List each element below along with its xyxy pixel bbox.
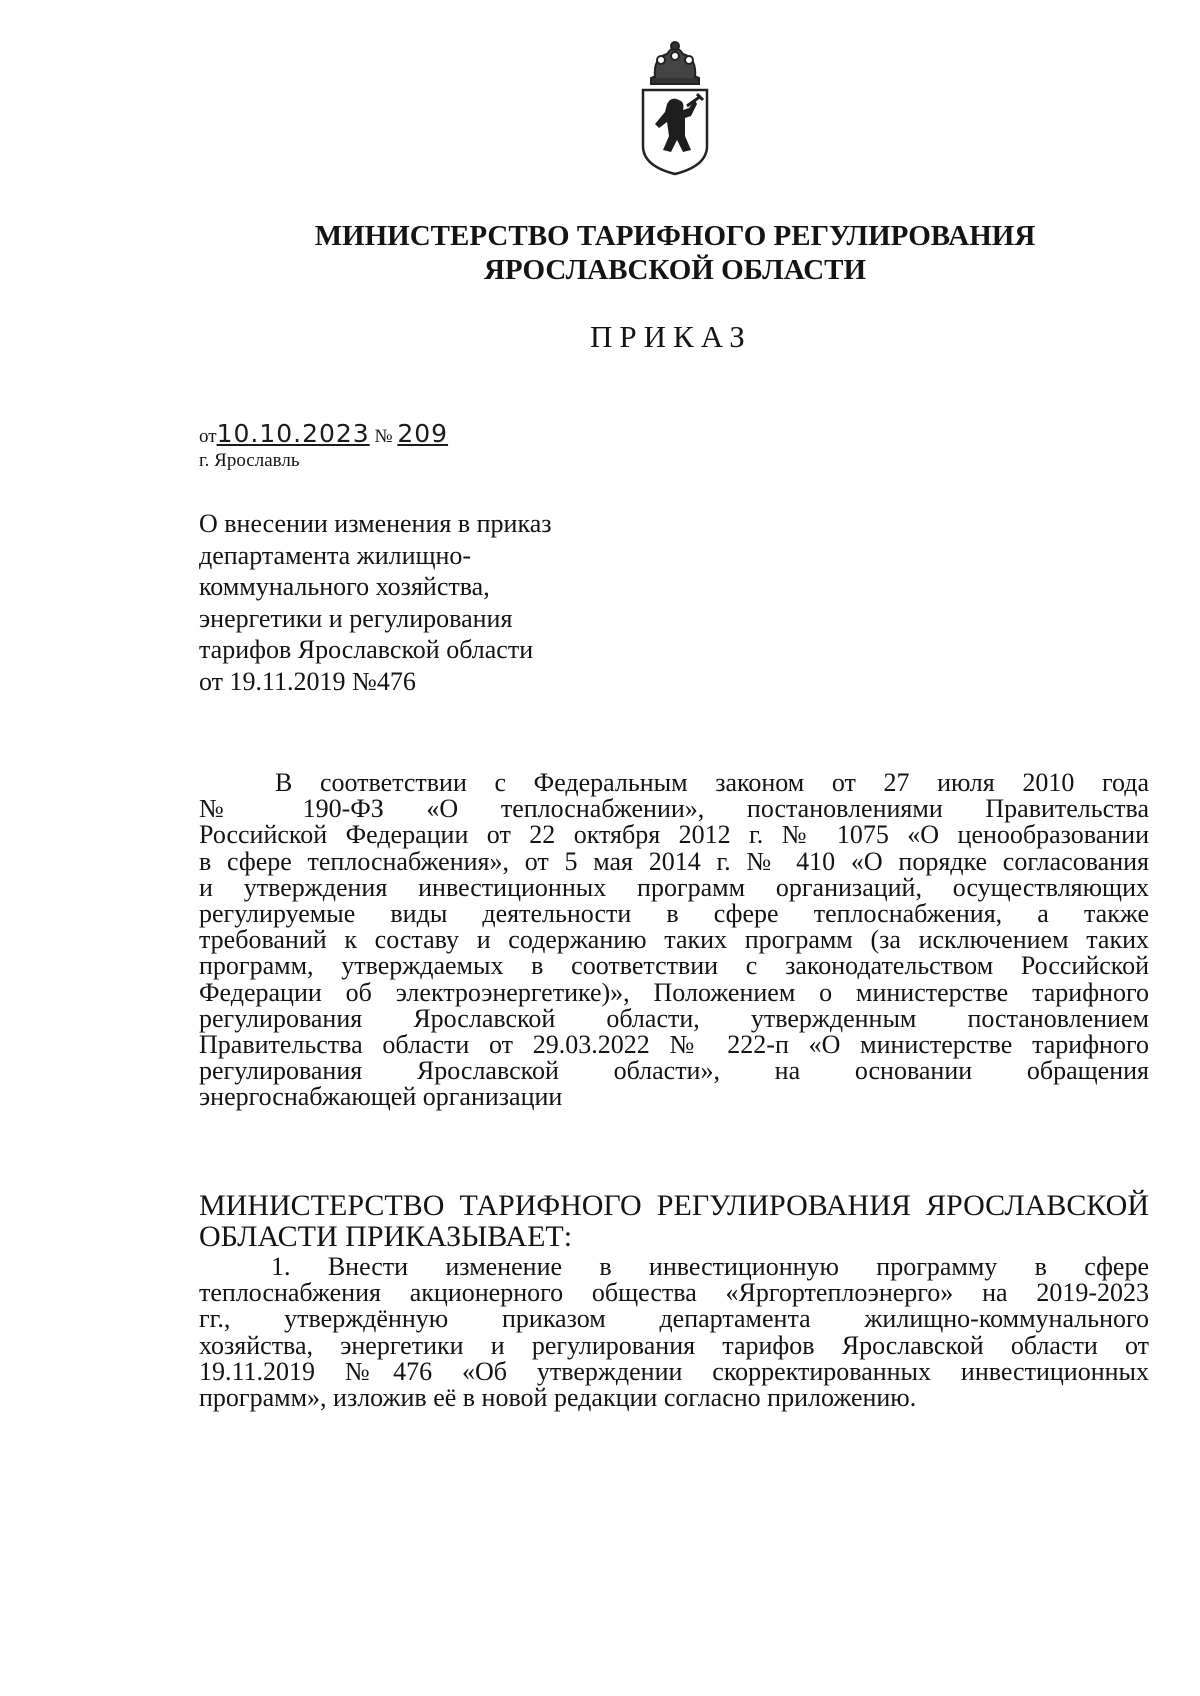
text-line: МИНИСТЕРСТВО ТАРИФНОГО РЕГУЛИРОВАНИЯ ЯРОСЛАВСКОЙ: [199, 1189, 1149, 1222]
text-line: Федерации об электроэнергетике)», Положением о министерстве тарифного: [199, 977, 1149, 1007]
order-subject: [199, 508, 619, 697]
date-prefix: от: [199, 426, 217, 447]
text-line: хозяйства, энергетики и регулирования тарифов Ярославской области от: [199, 1330, 1149, 1360]
text-line: 19.11.2019 №476 «Об утверждении скорректированных инвестиционных: [199, 1356, 1149, 1386]
coat-of-arms-icon: [637, 38, 713, 176]
subject-line: от 19.11.2019 №476: [199, 666, 416, 696]
text-line: регулируемые виды деятельности в сфере теплоснабжения, а также: [199, 899, 1149, 929]
text-line: В соответствии с Федеральным законом от 27 июля 2010 года: [275, 768, 1149, 797]
text-line: Российской Федерации от 22 октября 2012 г. № 1075 «О ценообразовании: [199, 820, 1149, 850]
text-line: энергоснабжающей организации: [199, 1082, 563, 1112]
number-prefix: №: [374, 426, 393, 447]
text-line: программ», изложив её в новой редакции согласно приложению.: [199, 1383, 917, 1413]
subject-line: департамента жилищно-: [199, 540, 472, 570]
text-line: гг., утверждённую приказом департамента жилищно-коммунального: [199, 1304, 1149, 1334]
order-item-1: [199, 1254, 1149, 1411]
order-number: 209: [397, 419, 449, 448]
ministry-title-line-2: ЯРОСЛАВСКОЙ ОБЛАСТИ: [483, 254, 867, 286]
preamble-paragraph: [199, 770, 1149, 1111]
subject-line: О внесении изменения в приказ: [199, 509, 552, 538]
document-type: ПРИКАЗ: [590, 319, 752, 354]
text-line: Правительства области от 29.03.2022 № 222-п «О министерстве тарифного: [199, 1030, 1149, 1060]
text-line: № 190-ФЗ «О теплоснабжении», постановлениями Правительства: [199, 794, 1149, 824]
text-line: регулирования Ярославской области, утвержденным постановлением: [199, 1003, 1149, 1033]
text-line: ОБЛАСТИ ПРИКАЗЫВАЕТ:: [199, 1220, 573, 1253]
text-line: теплоснабжения акционерного общества «Яргортеплоэнерго» на 2019-2023: [199, 1278, 1149, 1308]
text-line: в сфере теплоснабжения», от 5 мая 2014 г. № 410 «О порядке согласования: [199, 846, 1149, 876]
text-line: и утверждения инвестиционных программ организаций, осуществляющих: [199, 872, 1149, 902]
resolution-heading: [199, 1190, 1149, 1252]
text-line: требований к составу и содержанию таких программ (за исключением таких: [199, 925, 1149, 955]
text-line: 1. Внести изменение в инвестиционную программу в сфере: [271, 1252, 1149, 1281]
order-date-number: [199, 419, 448, 448]
subject-line: энергетики и регулирования: [199, 603, 513, 633]
order-date: 10.10.2023: [216, 419, 370, 448]
ministry-title-line-1: МИНИСТЕРСТВО ТАРИФНОГО РЕГУЛИРОВАНИЯ: [314, 220, 1036, 252]
subject-line: коммунального хозяйства,: [199, 572, 490, 601]
text-line: программ, утверждаемых в соответствии с законодательством Российской: [199, 951, 1149, 981]
subject-line: тарифов Ярославской области: [199, 635, 534, 664]
city: г. Ярославль: [199, 450, 300, 471]
text-line: регулирования Ярославской области», на основании обращения: [199, 1056, 1149, 1086]
